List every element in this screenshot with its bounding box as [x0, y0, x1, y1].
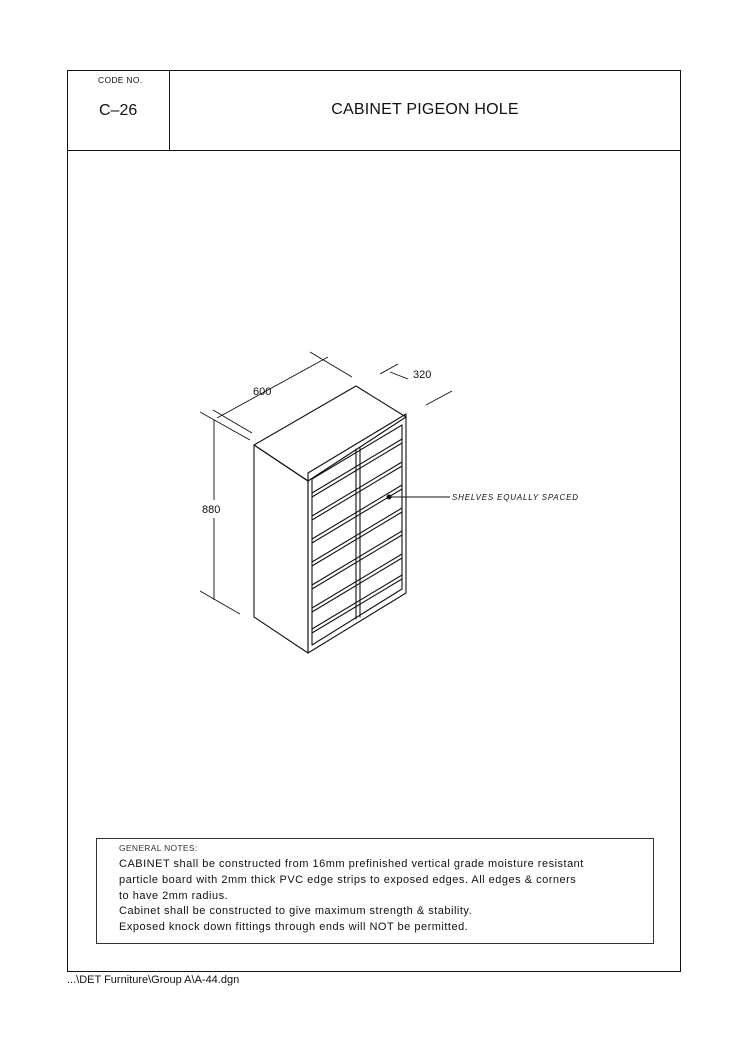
drawing-title: CABINET PIGEON HOLE: [331, 100, 519, 118]
file-path: ...\DET Furniture\Group A\A-44.dgn: [67, 974, 240, 986]
dimension-320-label: 320: [413, 369, 432, 381]
callout-label: SHELVES EQUALLY SPACED: [452, 493, 579, 502]
code-label: CODE NO.: [98, 75, 143, 85]
note-line: particle board with 2mm thick PVC edge strips to exposed edges. All edges & corners: [119, 874, 577, 886]
dimension-600-label: 600: [253, 386, 272, 398]
dimension-600: [213, 352, 352, 433]
callout-dot: [387, 495, 392, 500]
code-value: C–26: [99, 102, 138, 119]
note-line: to have 2mm radius.: [119, 890, 229, 902]
note-line: Exposed knock down fittings through ends will NOT be permitted.: [119, 921, 469, 933]
dimension-880-label: 880: [202, 504, 221, 516]
notes-title: GENERAL NOTES:: [119, 843, 198, 853]
note-line: Cabinet shall be constructed to give maximum strength & stability.: [119, 905, 473, 917]
cabinet-top-panel: [254, 386, 406, 481]
note-line: CABINET shall be constructed from 16mm prefinished vertical grade moisture resistant: [119, 858, 584, 870]
